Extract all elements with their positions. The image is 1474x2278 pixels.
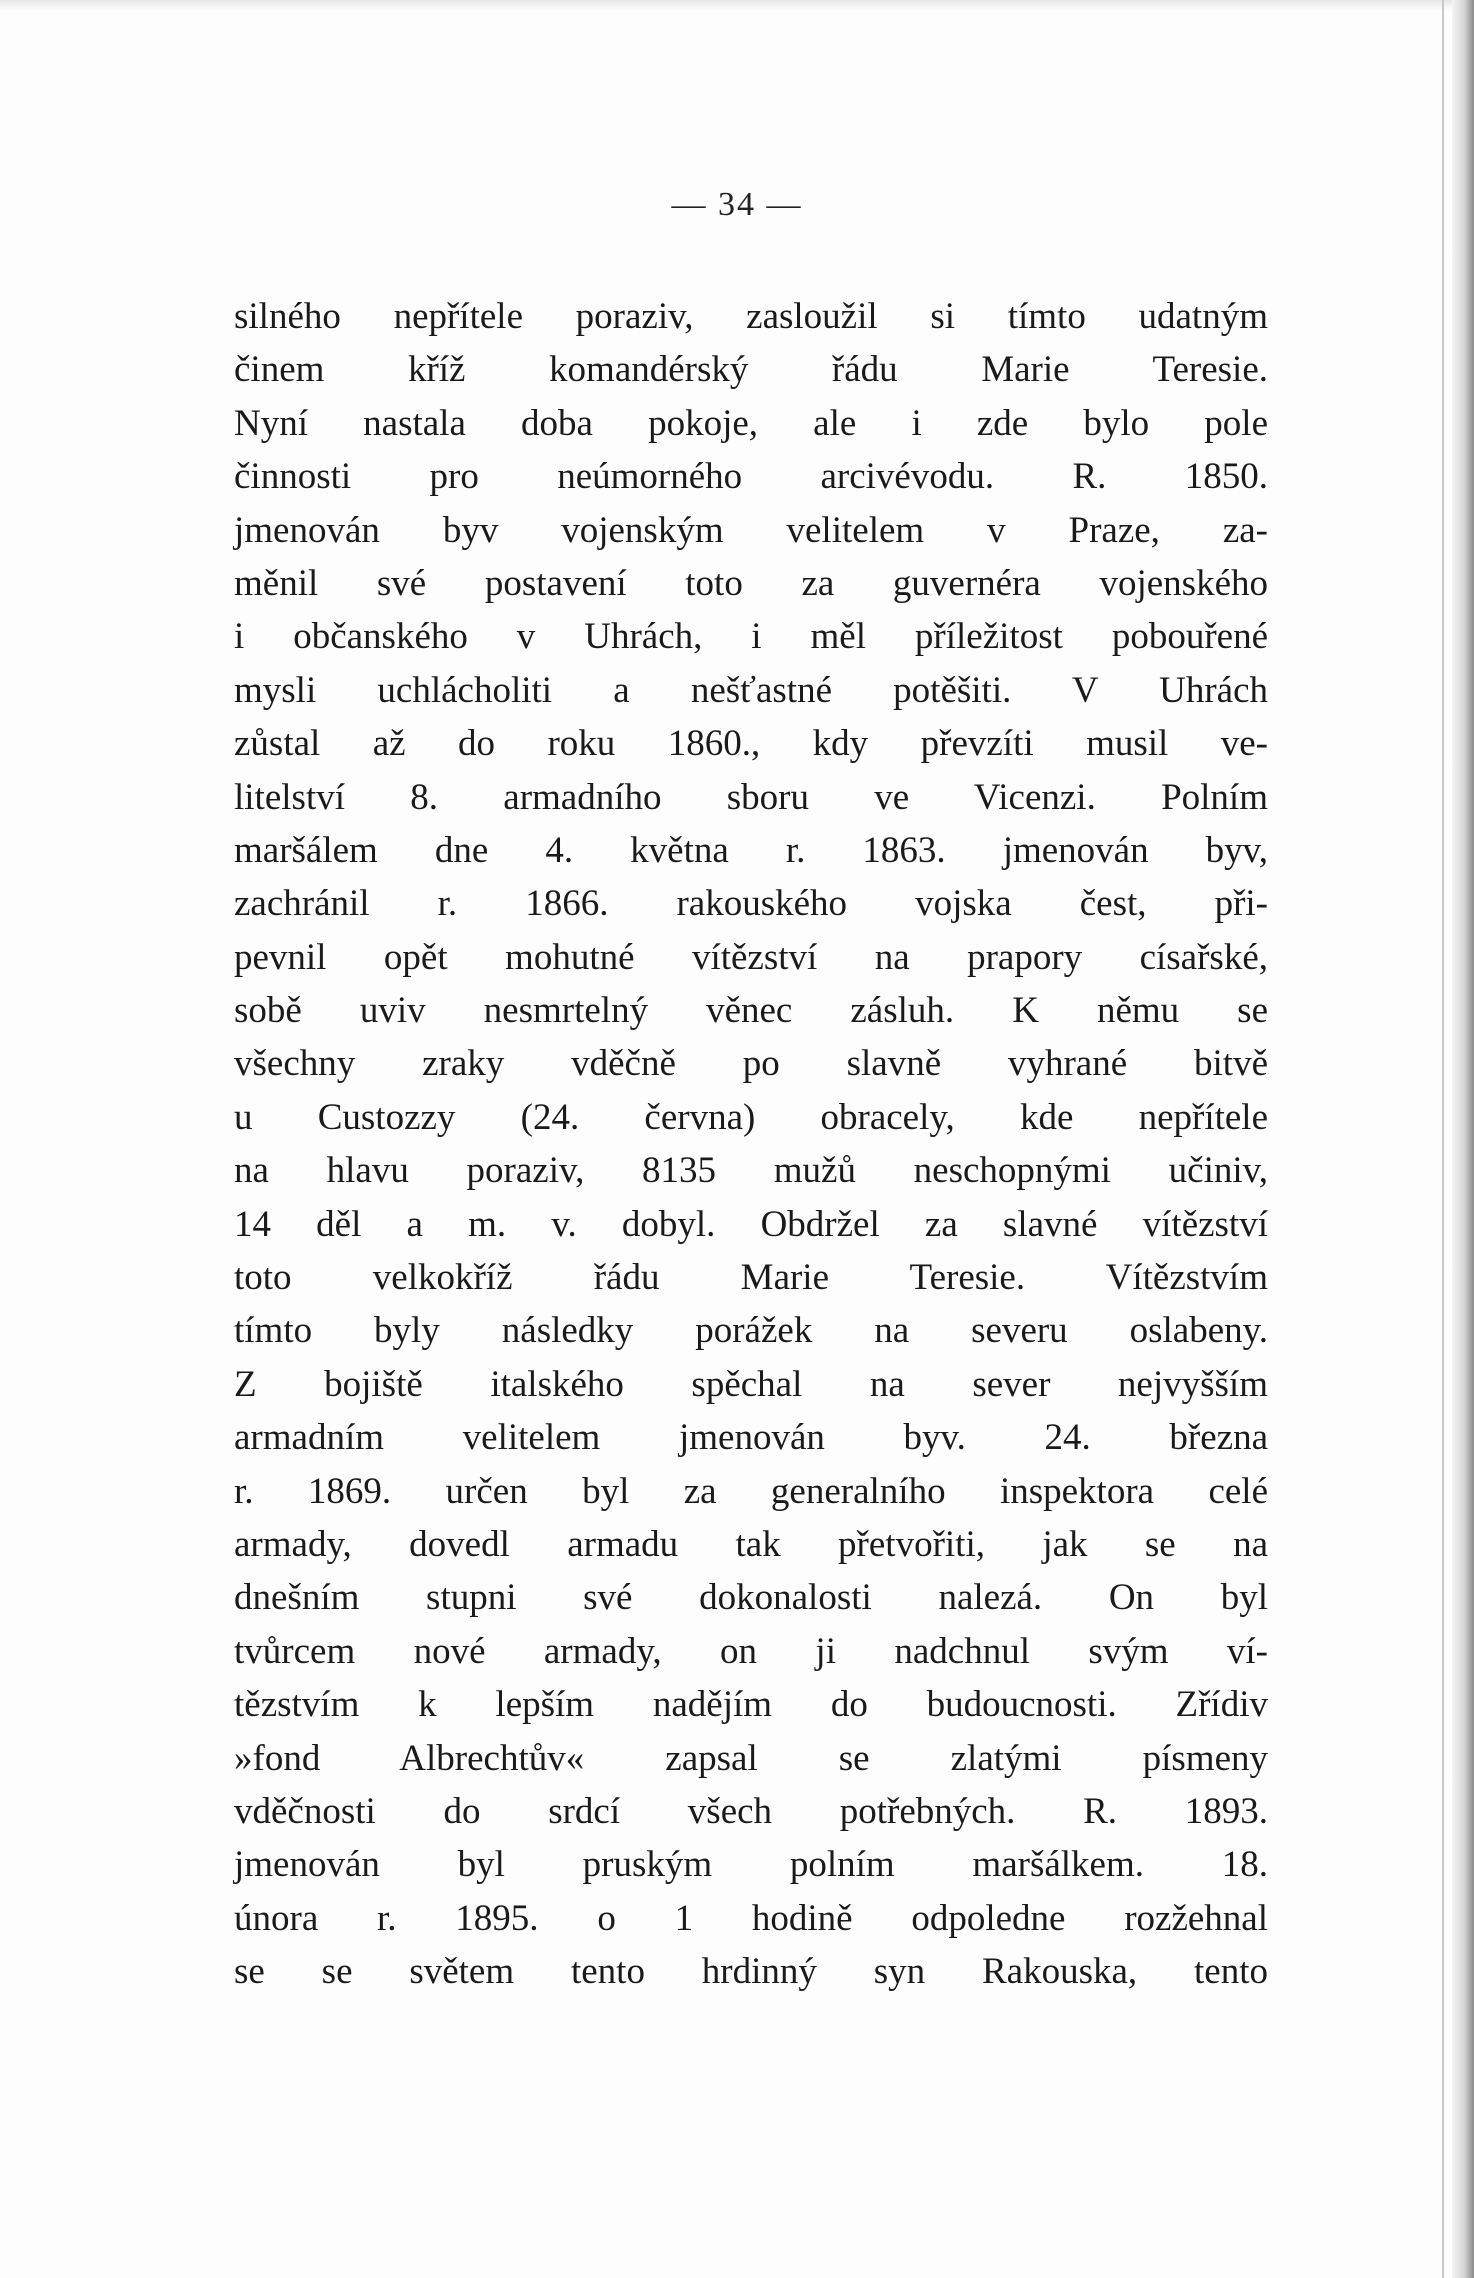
text-line: na hlavu poraziv, 8135 mužů neschopnými učiniv, bbox=[234, 1150, 1268, 1192]
text-line: se se světem tento hrdinný syn Rakouska, tento bbox=[234, 1951, 1268, 1993]
scan-edge-line bbox=[1442, 0, 1444, 2278]
text-line: Nyní nastala doba pokoje, ale i zde bylo pole bbox=[234, 402, 1268, 444]
text-line: jmenován byl pruským polním maršálkem. 18. bbox=[234, 1844, 1268, 1886]
text-line: Z bojiště italského spěchal na sever nejvyšším bbox=[234, 1363, 1268, 1405]
text-line: činnosti pro neúmorného arcivévodu. R. 1850. bbox=[234, 456, 1268, 498]
text-line: u Custozzy (24. června) obracely, kde nepřítele bbox=[234, 1096, 1268, 1138]
text-line: sobě uviv nesmrtelný věnec zásluh. K němu se bbox=[234, 990, 1268, 1032]
text-line: jmenován byv vojenským velitelem v Praze, za- bbox=[234, 509, 1268, 551]
text-line: toto velkokříž řádu Marie Teresie. Vítězstvím bbox=[234, 1257, 1268, 1299]
scan-edge-top bbox=[0, 0, 1474, 10]
text-line: armady, dovedl armadu tak přetvořiti, jak se na bbox=[234, 1523, 1268, 1565]
text-line: měnil své postavení toto za guvernéra vojenského bbox=[234, 562, 1268, 604]
page-number: — 34 — bbox=[671, 186, 803, 223]
text-line: tězstvím k lepším nadějím do budoucnosti. Zřídiv bbox=[234, 1684, 1268, 1726]
text-line: tímto byly následky porážek na severu oslabeny. bbox=[234, 1310, 1268, 1352]
text-line: litelství 8. armadního sboru ve Vicenzi. Polním bbox=[234, 776, 1268, 818]
text-line: 14 děl a m. v. dobyl. Obdržel za slavné vítězství bbox=[234, 1203, 1268, 1245]
text-line: vděčnosti do srdcí všech potřebných. R. 1893. bbox=[234, 1790, 1268, 1832]
text-line: armadním velitelem jmenován byv. 24. března bbox=[234, 1417, 1268, 1459]
text-line: r. 1869. určen byl za generalního inspektora celé bbox=[234, 1470, 1268, 1512]
text-line: tvůrcem nové armady, on ji nadchnul svým ví- bbox=[234, 1630, 1268, 1672]
text-line: »fond Albrechtův« zapsal se zlatými písmeny bbox=[234, 1737, 1268, 1779]
text-line: mysli uchlácholiti a nešťastné potěšiti. V Uhrách bbox=[234, 669, 1268, 711]
text-line: zachránil r. 1866. rakouského vojska čest, při- bbox=[234, 883, 1268, 925]
text-line: všechny zraky vděčně po slavně vyhrané bitvě bbox=[234, 1043, 1268, 1085]
text-line: maršálem dne 4. května r. 1863. jmenován byv, bbox=[234, 829, 1268, 871]
text-line: pevnil opět mohutné vítězství na prapory císařské, bbox=[234, 936, 1268, 978]
text-line: února r. 1895. o 1 hodině odpoledne rozžehnal bbox=[234, 1897, 1268, 1939]
text-line: zůstal až do roku 1860., kdy převzíti musil ve- bbox=[234, 723, 1268, 765]
text-line: silného nepřítele poraziv, zasloužil si tímto udatným bbox=[234, 296, 1268, 337]
body-text bbox=[234, 290, 1268, 1999]
text-line: dnešním stupni své dokonalosti nalezá. On byl bbox=[234, 1577, 1268, 1619]
text-line: i občanského v Uhrách, i měl příležitost pobouřené bbox=[234, 616, 1268, 658]
scan-edge-right bbox=[1452, 0, 1474, 2278]
text-line: činem kříž komandérský řádu Marie Teresie. bbox=[234, 349, 1268, 391]
